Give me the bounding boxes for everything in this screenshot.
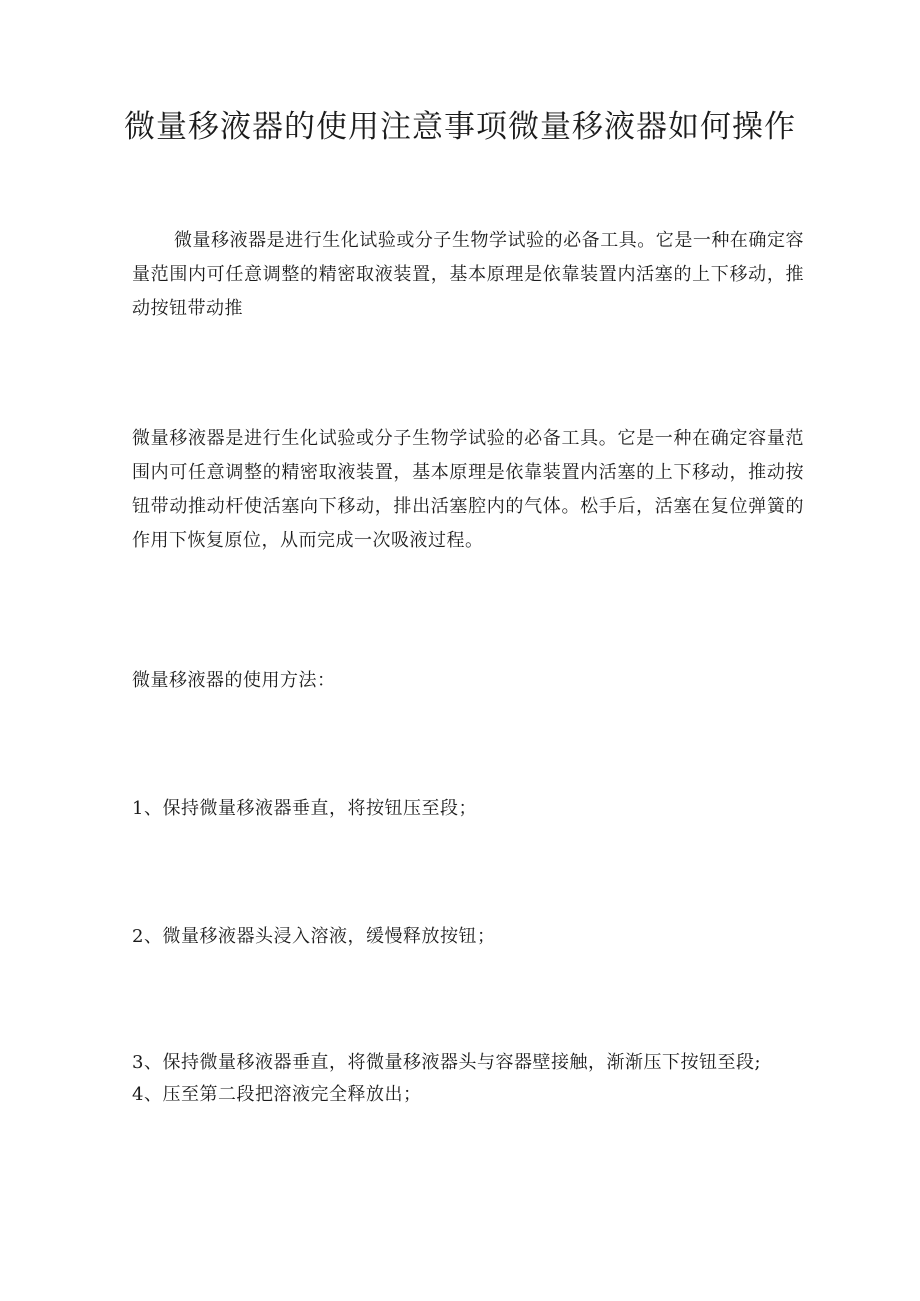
intro-paragraph: 微量移液器是进行生化试验或分子生物学试验的必备工具。它是一种在确定容量范围内可任意调整的精密取液装置，基本原理是依靠装置内活塞的上下移动，推动按钮带动推 <box>132 230 804 319</box>
step-item-3: 3、保持微量移液器垂直，将微量移液器头与容器壁接触，渐渐压下按钮至段; <box>132 1052 762 1073</box>
document-title: 微量移液器的使用注意事项微量移液器如何操作 <box>124 109 796 145</box>
body-paragraph: 微量移液器是进行生化试验或分子生物学试验的必备工具。它是一种在确定容量范围内可任意调整的精密取液装置，基本原理是依靠装置内活塞的上下移动，推动按钮带动推动杆使活塞向下移动，排出活塞腔内的气体。松手后，活塞在复位弹簧的作用下恢复原位，从而完成一次吸液过程。 <box>132 428 804 551</box>
step-item-4: 4、压至第二段把溶液完全释放出； <box>132 1084 422 1105</box>
step-item-2: 2、微量移液器头浸入溶液，缓慢释放按钮； <box>132 926 496 947</box>
step-item-1: 1、保持微量移液器垂直，将按钮压至段； <box>132 798 477 819</box>
method-heading: 微量移液器的使用方法： <box>132 670 336 691</box>
